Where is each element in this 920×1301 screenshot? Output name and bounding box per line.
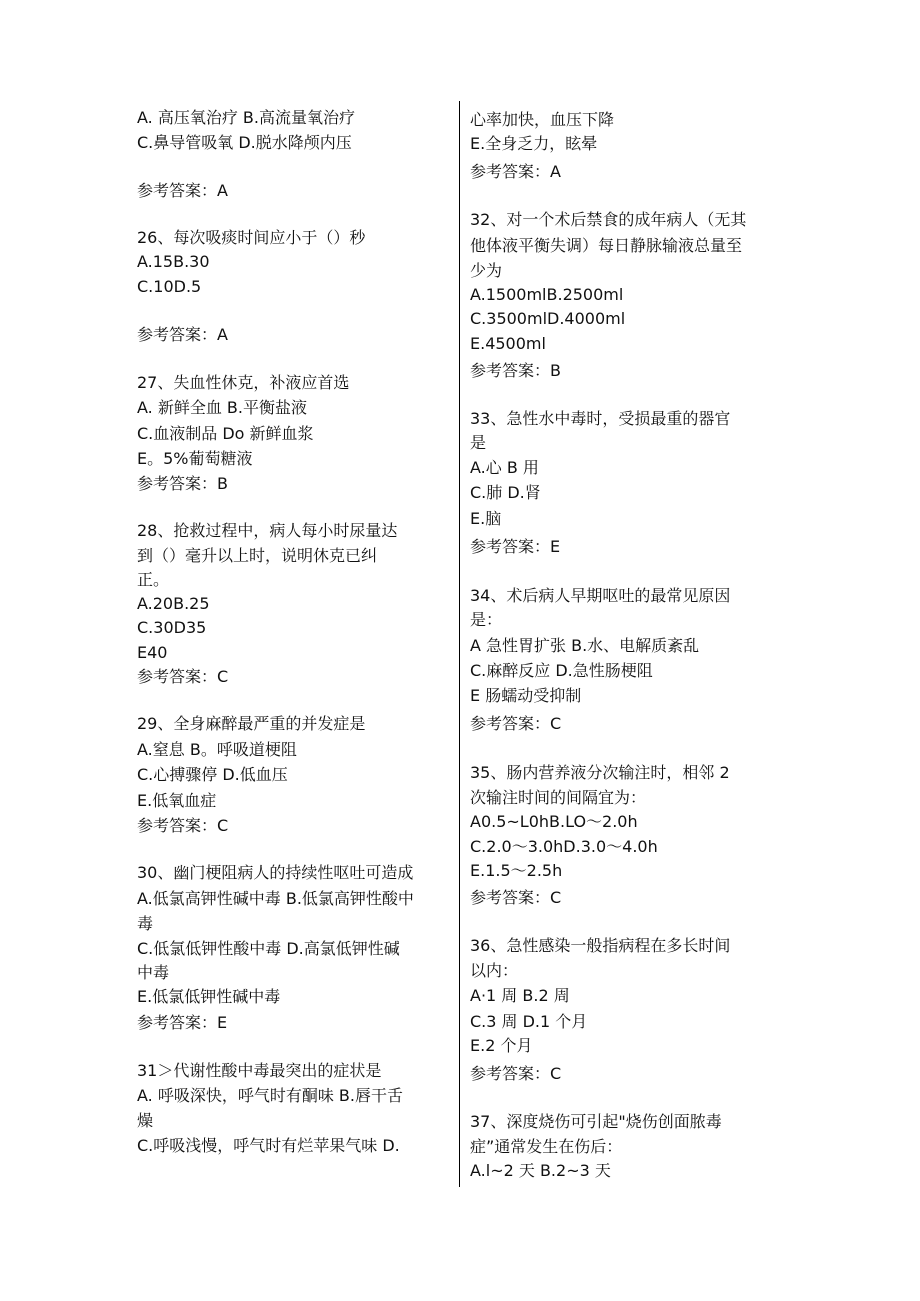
- text-line: 中毒: [137, 963, 170, 982]
- answer-line: 参考答案：C: [137, 816, 229, 835]
- answer-line: 参考答案：E: [470, 537, 561, 556]
- text-line: C.呼吸浅慢，呼气时有烂苹果气味 D.: [137, 1136, 400, 1155]
- text-line: E.4500ml: [470, 334, 546, 353]
- answer-line: 参考答案：B: [470, 361, 561, 380]
- text-line: 正。: [137, 570, 170, 589]
- answer-line: 参考答案：B: [137, 474, 228, 493]
- text-line: A.低氯高钾性碱中毒 B.低氯高钾性酸中: [137, 889, 414, 908]
- text-line: C.10D.5: [137, 277, 202, 296]
- text-line: E。5%葡萄糖液: [137, 449, 253, 468]
- text-line: A.1500mlB.2500ml: [470, 285, 624, 304]
- answer-line: 参考答案：A: [137, 325, 228, 344]
- text-line: E.2 个月: [470, 1036, 533, 1055]
- text-line: E.低氧血症: [137, 791, 217, 810]
- text-line: 毒: [137, 914, 154, 933]
- text-line: 到（）毫升以上时，说明休克已纠: [137, 546, 378, 565]
- text-line: A. 高压氧治疗 B.高流量氧治疗: [137, 108, 355, 127]
- text-line: A.窒息 B。呼吸道梗阻: [137, 740, 297, 759]
- text-line: C.30D35: [137, 618, 207, 637]
- text-line: A.心 B 用: [470, 458, 539, 477]
- text-line: A. 新鲜全血 B.平衡盐液: [137, 398, 307, 417]
- question-line: 36、急性感染一般指病程在多长时间: [470, 936, 731, 955]
- text-line: C.低氯低钾性酸中毒 D.高氯低钾性碱: [137, 939, 400, 958]
- question-line: 29、全身麻醉最严重的并发症是: [137, 714, 366, 733]
- text-line: C.2.0～3.0hD.3.0～4.0h: [470, 837, 658, 856]
- column-divider: [459, 101, 460, 1187]
- text-line: A. 呼吸深快，呼气时有酮味 B.唇干舌: [137, 1086, 403, 1105]
- text-line: A 急性胃扩张 B.水、电解质紊乱: [470, 636, 700, 655]
- text-line: C.心搏骤停 D.低血压: [137, 765, 288, 784]
- question-line: 27、失血性休克，补液应首选: [137, 373, 350, 392]
- question-line: 34、术后病人早期呕吐的最常见原因: [470, 586, 731, 605]
- text-line: 是: [470, 433, 487, 452]
- text-line: E40: [137, 643, 168, 662]
- text-line: C.鼻导管吸氧 D.脱水降颅内压: [137, 133, 352, 152]
- question-line: 35、肠内营养液分次输注时，相邻 2: [470, 763, 730, 782]
- question-line: 28、抢救过程中，病人每小时尿量达: [137, 521, 398, 540]
- text-line: E.低氯低钾性碱中毒: [137, 987, 281, 1006]
- text-line: E 肠蠕动受抑制: [470, 686, 582, 705]
- text-line: 是：: [470, 610, 503, 629]
- text-line: A.20B.25: [137, 594, 210, 613]
- answer-line: 参考答案：A: [470, 162, 561, 181]
- text-line: 以内：: [470, 961, 519, 980]
- question-line: 26、每次吸痰时间应小于（）秒: [137, 228, 366, 247]
- text-line: A.15B.30: [137, 252, 210, 271]
- answer-line: 参考答案：E: [137, 1013, 228, 1032]
- question-line: 31＞代谢性酸中毒最突出的症状是: [137, 1061, 382, 1080]
- answer-line: 参考答案：C: [470, 714, 562, 733]
- text-line: 次输注时间的间隔宜为：: [470, 788, 647, 807]
- text-line: E.1.5～2.5h: [470, 861, 563, 880]
- text-line: E.全身乏力，眩晕: [470, 134, 598, 153]
- text-line: C.麻醉反应 D.急性肠梗阻: [470, 661, 653, 680]
- text-line: 心率加快，血压下降: [470, 110, 615, 129]
- answer-line: 参考答案：C: [470, 888, 562, 907]
- question-line: 32、对一个术后禁食的成年病人（无其: [470, 210, 747, 229]
- text-line: E.脑: [470, 509, 502, 528]
- text-line: C.3500mlD.4000ml: [470, 309, 626, 328]
- text-line: A0.5~L0hB.LO～2.0h: [470, 812, 638, 831]
- question-line: 37、深度烧伤可引起"烧伤创面脓毒: [470, 1112, 722, 1131]
- text-line: A·1 周 B.2 周: [470, 986, 570, 1005]
- text-line: C.血液制品 Do 新鲜血浆: [137, 424, 314, 443]
- text-line: C.肺 D.肾: [470, 483, 541, 502]
- question-line: 30、幽门梗阻病人的持续性呕吐可造成: [137, 863, 414, 882]
- text-line: 少为: [470, 261, 503, 280]
- text-line: 他体液平衡失调）每日静脉输液总量至: [470, 236, 743, 255]
- text-line: 症”通常发生在伤后：: [470, 1137, 623, 1156]
- answer-line: 参考答案：C: [470, 1064, 562, 1083]
- answer-line: 参考答案：A: [137, 181, 228, 200]
- question-line: 33、急性水中毒时，受损最重的器官: [470, 409, 731, 428]
- answer-line: 参考答案：C: [137, 667, 229, 686]
- text-line: C.3 周 D.1 个月: [470, 1012, 588, 1031]
- text-line: 燥: [137, 1111, 154, 1130]
- text-line: A.l~2 天 B.2~3 天: [470, 1161, 611, 1180]
